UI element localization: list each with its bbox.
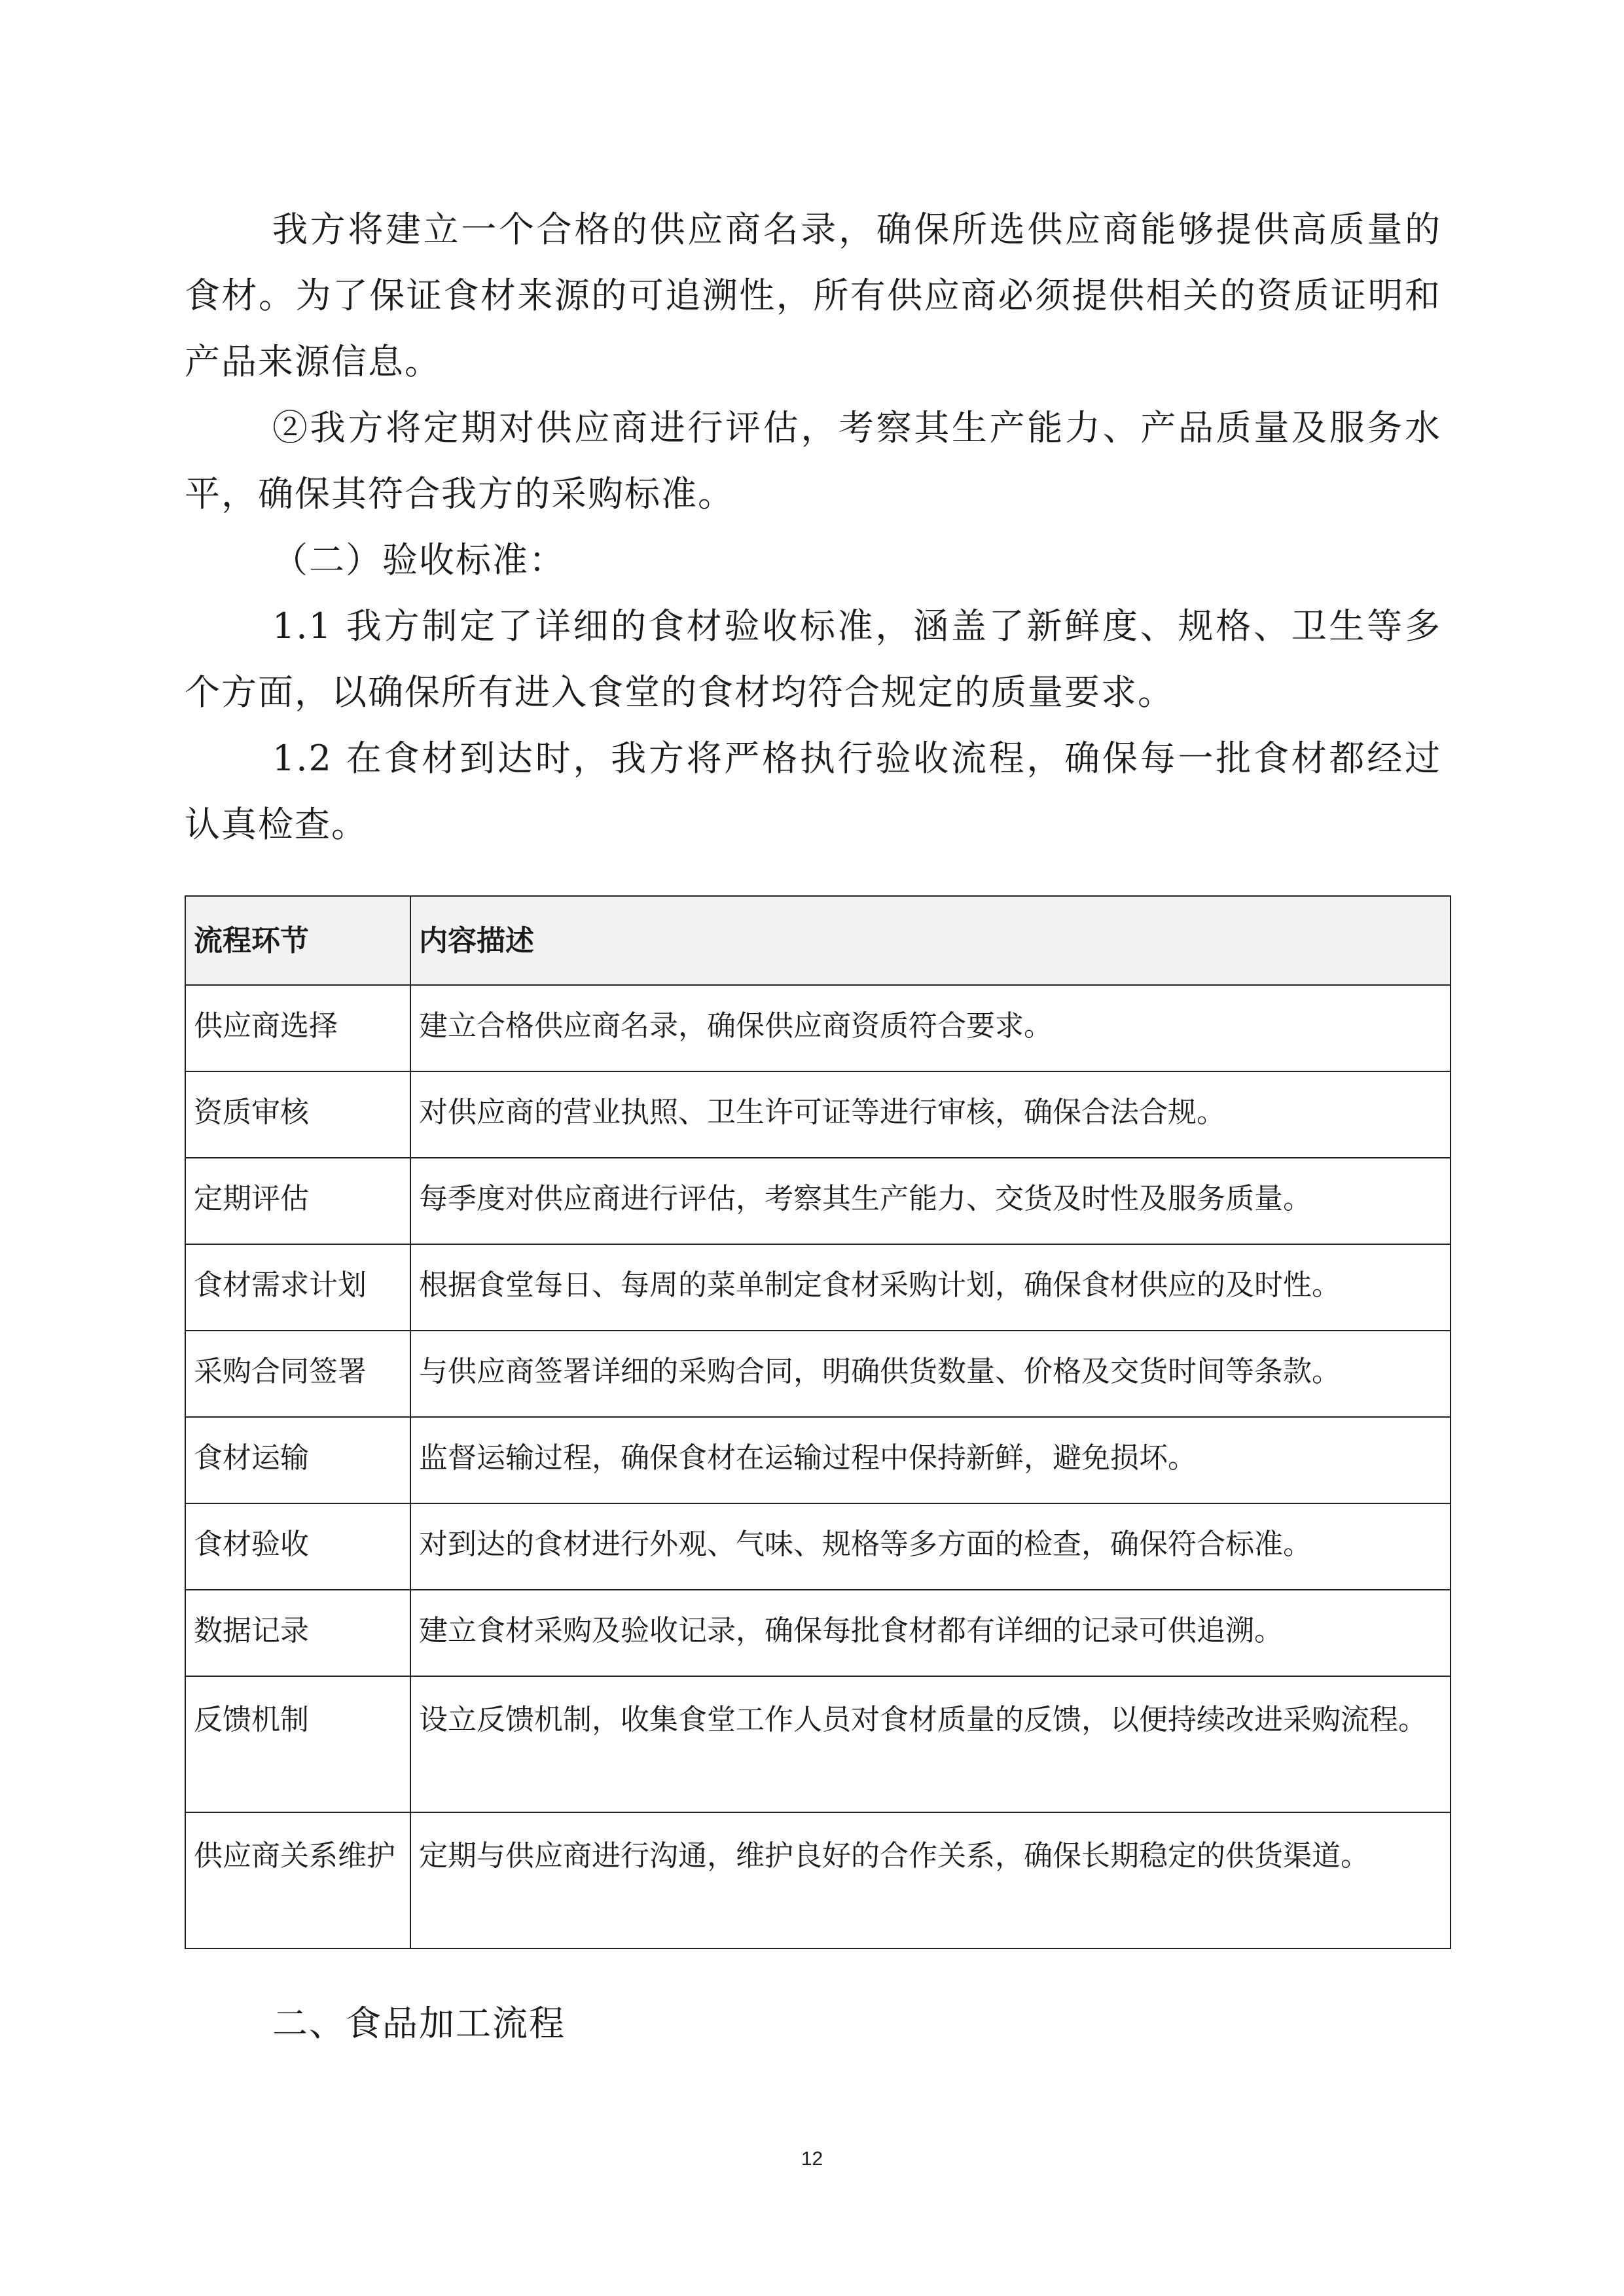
table-row: [185, 1244, 1451, 1331]
table-row: [185, 985, 1451, 1071]
table-cell-description: 设立反馈机制，收集食堂工作人员对食材质量的反馈，以便持续改进采购流程。: [410, 1676, 1451, 1812]
table-cell-stage: 食材验收: [185, 1503, 410, 1590]
table-cell-stage: 反馈机制: [185, 1676, 410, 1812]
table-cell-stage: 供应商选择: [185, 985, 410, 1071]
table-row: [185, 1590, 1451, 1676]
section-heading-food-processing: 二、食品加工流程: [272, 2003, 566, 2044]
table-cell-description: 定期与供应商进行沟通，维护良好的合作关系，确保长期稳定的供货渠道。: [410, 1812, 1451, 1948]
paragraph-supplier-list: 我方将建立一个合格的供应商名录，确保所选供应商能够提供高质量的食材。为了保证食材来源的可追溯性，所有供应商必须提供相关的资质证明和产品来源信息。: [185, 209, 1441, 382]
table-cell-description: 每季度对供应商进行评估，考察其生产能力、交货及时性及服务质量。: [410, 1158, 1451, 1244]
paragraph-acceptance-1-2: 1.2 在食材到达时，我方将严格执行验收流程，确保每一批食材都经过认真检查。: [185, 738, 1441, 845]
table-cell-stage: 数据记录: [185, 1590, 410, 1676]
table-cell-stage: 资质审核: [185, 1071, 410, 1158]
page-number: 12: [801, 2148, 823, 2170]
table-row: [185, 1331, 1451, 1417]
table-cell-stage: 供应商关系维护: [185, 1812, 410, 1948]
table-cell-stage: 定期评估: [185, 1158, 410, 1244]
paragraph-acceptance-1-1: 1.1 我方制定了详细的食材验收标准，涵盖了新鲜度、规格、卫生等多个方面，以确保所有进入食堂的食材均符合规定的质量要求。: [185, 605, 1441, 713]
table-cell-description: 建立合格供应商名录，确保供应商资质符合要求。: [410, 985, 1451, 1071]
table-row: [185, 1071, 1451, 1158]
table-row: [185, 1676, 1451, 1812]
table-cell-stage: 食材运输: [185, 1417, 410, 1503]
table-cell-description: 建立食材采购及验收记录，确保每批食材都有详细的记录可供追溯。: [410, 1590, 1451, 1676]
table-row: [185, 1158, 1451, 1244]
table-cell-stage: 采购合同签署: [185, 1331, 410, 1417]
table-header-description: 内容描述: [410, 896, 1451, 985]
table-cell-description: 对供应商的营业执照、卫生许可证等进行审核，确保合法合规。: [410, 1071, 1451, 1158]
table-header-stage: 流程环节: [185, 896, 410, 985]
table-row: [185, 1503, 1451, 1590]
procurement-process-table: [185, 895, 1451, 1949]
table-cell-description: 监督运输过程，确保食材在运输过程中保持新鲜，避免损坏。: [410, 1417, 1451, 1503]
paragraph-supplier-evaluation: ②我方将定期对供应商进行评估，考察其生产能力、产品质量及服务水平，确保其符合我方的采购标准。: [185, 407, 1441, 514]
table-row: [185, 1417, 1451, 1503]
table-cell-stage: 食材需求计划: [185, 1244, 410, 1331]
table-row: [185, 1812, 1451, 1948]
table-cell-description: 根据食堂每日、每周的菜单制定食材采购计划，确保食材供应的及时性。: [410, 1244, 1451, 1331]
table-cell-description: 对到达的食材进行外观、气味、规格等多方面的检查，确保符合标准。: [410, 1503, 1451, 1590]
table-cell-description: 与供应商签署详细的采购合同，明确供货数量、价格及交货时间等条款。: [410, 1331, 1451, 1417]
table-header-row: [185, 896, 1451, 985]
subheading-acceptance-standards: （二）验收标准：: [272, 539, 566, 581]
